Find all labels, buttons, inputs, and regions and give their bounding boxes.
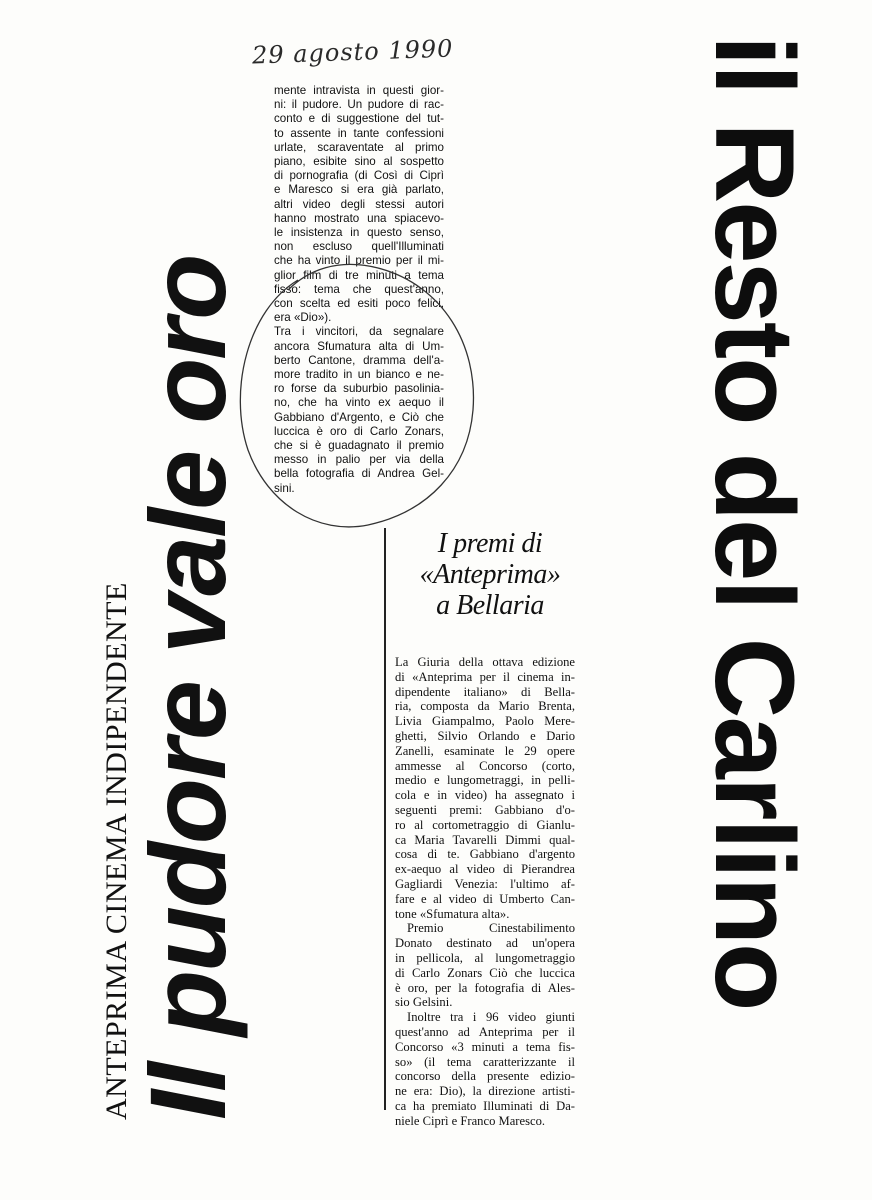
text-line: La Giuria della ottava edizione (395, 655, 575, 669)
text-line: che ha vinto il premio per il mi- (274, 254, 444, 268)
text-line: cola e in video) ha assegnato i (395, 788, 575, 803)
text-line: e Maresco si era già parlato, (274, 183, 444, 197)
text-line: cosa di te. Gabbiano d'argento (395, 847, 575, 862)
text-line: quest'anno ad Anteprima per il (395, 1024, 575, 1039)
text-line: ammesse al Concorso (corto, (395, 758, 575, 773)
text-line: ne era: Dio), la direzione artisti- (395, 1084, 575, 1099)
text-line: ancora Sfumatura alta di Um- (274, 339, 444, 353)
text-line: sini. (274, 481, 295, 495)
text-line: glior film di tre minuti a tema (274, 268, 444, 282)
text-line: di pornografia (di Così di Ciprì (274, 169, 444, 183)
handwritten-date: 29 agosto 1990 (251, 34, 454, 70)
text-line: ca ha premiato Illuminati di Da- (395, 1098, 575, 1113)
text-line: no, che ha vinto ex aequo il (274, 396, 444, 410)
headline-block (100, 80, 248, 1120)
sidebar-article-column (395, 655, 575, 1129)
text-line: mente intravista in questi gior- (274, 84, 444, 97)
text-line: niele Ciprì e Franco Maresco. (395, 1113, 546, 1128)
newspaper-masthead: il Resto del Carlino (692, 35, 817, 1010)
text-line: di «Anteprima per il cinema in- (395, 669, 575, 684)
text-line: con scelta ed esiti poco felici, (274, 297, 444, 311)
text-line: sio Gelsini. (395, 995, 453, 1010)
text-line: in pellicola, al lungometraggio (395, 950, 575, 965)
text-line: Tra i vincitori, da segnalare (274, 325, 444, 339)
text-line: Concorso «3 minuti a tema fis- (395, 1039, 575, 1054)
text-line: altri video degli stessi autori (274, 197, 444, 211)
text-line: dipendente italiano» di Bella- (395, 684, 575, 699)
text-line: medio e lungometraggi, in pelli- (395, 773, 575, 788)
title-line: a Bellaria (436, 590, 544, 621)
text-line: to assente in tante confessioni (274, 126, 444, 140)
text-line: so» (il tema caratterizzante il (395, 1054, 575, 1069)
text-line: di Carlo Zonars Ciò che luccica (395, 965, 575, 980)
text-line: hanno mostrato una spiacevo- (274, 211, 444, 225)
text-line: concorso della presente edizio- (395, 1069, 575, 1084)
text-line: messo in palio per via della (274, 453, 444, 467)
text-line: ghetti, Silvio Orlando e Dario (395, 728, 575, 743)
text-line: Livia Giampalmo, Paolo Mere- (395, 714, 575, 729)
title-line: I premi di (437, 528, 543, 559)
text-line: che si è guadagnato il premio (274, 439, 444, 453)
text-line: fisso: tema che quest'anno, (274, 282, 444, 296)
text-line: fare e al video di Umberto Can- (395, 891, 575, 906)
text-line: tone «Sfumatura alta». (395, 906, 510, 921)
text-line: Gabbiano d'Argento, e Ciò che (274, 410, 444, 424)
text-line: ro al cortometraggio di Gianlu- (395, 817, 575, 832)
text-line: è oro, per la fotografia di Ales- (395, 980, 575, 995)
text-line: urlate, scaraventate al primo (274, 140, 444, 154)
text-line: Gagliardi Venezia: l'ultimo af- (395, 876, 575, 891)
text-line: conto e di suggestione del tut- (274, 112, 444, 126)
text-line: piano, esibite sino al sospetto (274, 155, 444, 169)
text-line: ro forse da suburbio pasolinia- (274, 382, 444, 396)
text-line: seguenti premi: Gabbiano d'o- (395, 802, 575, 817)
hand-drawn-circle-mark (228, 250, 488, 540)
text-line: non escluso quell'Illuminati (274, 240, 444, 254)
text-line: ria, composta da Mario Brenta, (395, 699, 575, 714)
text-line: Inoltre tra i 96 video giunti (407, 1010, 575, 1025)
text-line: ex-aequo al video di Pierandrea (395, 862, 575, 877)
sidebar-article-title (400, 528, 580, 621)
text-line: berto Cantone, dramma dell'a- (274, 353, 444, 367)
article-headline: Il pudore vale oro (127, 255, 248, 1120)
column-divider (384, 528, 386, 1110)
title-line: «Anteprima» (419, 559, 561, 590)
text-line: Donato destinato ad un'opera (395, 936, 575, 951)
text-line: more tradito in un bianco e ne- (274, 368, 444, 382)
text-line: ca Maria Tavarelli Dimmi qual- (395, 832, 575, 847)
text-line: bella fotografia di Andrea Gel- (274, 467, 444, 481)
text-line: ni: il pudore. Un pudore di rac- (274, 98, 444, 112)
text-line: le insistenza in questo senso, (274, 226, 444, 240)
text-line: Zanelli, esaminate le 29 opere (395, 743, 575, 758)
text-line: era «Dio»). (274, 311, 332, 325)
text-line: Premio Cinestabilimento (407, 921, 575, 936)
text-line: luccica è oro di Carlo Zonars, (274, 424, 444, 438)
section-kicker: ANTEPRIMA CINEMA INDIPENDENTE (100, 582, 133, 1120)
